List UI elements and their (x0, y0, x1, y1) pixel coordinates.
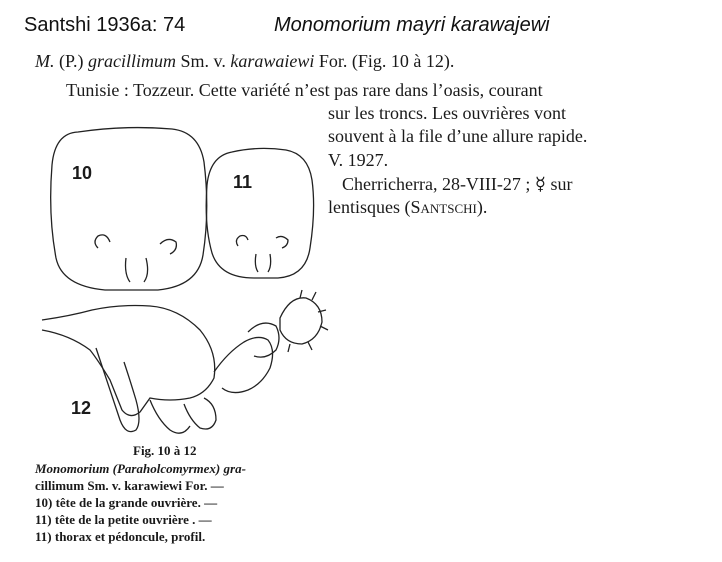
taxon-title: Monomorium mayri karawajewi (274, 14, 550, 36)
body-line-5: Cherricherra, 28-VIII-27 ; ☿ sur (342, 174, 573, 194)
body-line-4: V. 1927. (328, 150, 389, 170)
fig12-leg-3 (184, 398, 216, 429)
species-name: gracillimum (88, 51, 177, 71)
figure-caption-title: Fig. 10 à 12 (133, 443, 197, 458)
subgenus: (P.) (59, 51, 84, 71)
fig11-clypeus (236, 236, 288, 273)
caption-line-1-text: Monomorium (Paraholcomyrmex) gra- (35, 461, 246, 476)
fig12-thorax (42, 306, 215, 416)
collector-name: Santschi (410, 197, 477, 217)
body-line-1: Tunisie : Tozzeur. Cette variété n’est pas rare dans l’oasis, courant (66, 80, 543, 100)
fig12-postpetiole (248, 323, 279, 357)
variety-name: karawaiewi (230, 51, 315, 71)
genus-abbrev: M. (35, 51, 55, 71)
caption-line-4: 11) tête de la petite ouvrière . — (35, 512, 212, 527)
caption-line-3: 10) tête de la grande ouvrière. — (35, 495, 218, 510)
fig10-head-outline (51, 128, 207, 290)
source-citation: Santshi 1936a: 74 (24, 14, 186, 36)
fig12-gaster-node (280, 298, 322, 344)
fig-number-12: 12 (71, 398, 92, 418)
caption-line-2: cillimum Sm. v. karawiewi For. — (35, 478, 224, 493)
fig12-leg-1 (96, 348, 139, 432)
fig12-petiole (214, 337, 273, 392)
caption-line-5: 11) thorax et pédoncule, profil. (35, 529, 206, 544)
fig-number-11: 11 (233, 172, 253, 192)
fig-number-10: 10 (72, 163, 93, 183)
body-line-3: souvent à la file d’une allure rapide. (328, 126, 588, 146)
body-line-6a: lentisques ( (328, 197, 411, 217)
caption-line-1 (35, 461, 246, 477)
author-2: For. (Fig. 10 à 12). (318, 51, 455, 71)
fig10-clypeus (95, 235, 176, 282)
fig11-head-outline (206, 148, 313, 278)
author-1: Sm. v. (180, 51, 226, 71)
body-line-2: sur les troncs. Les ouvrières vont (328, 103, 566, 123)
body-line-6c: ). (476, 197, 488, 217)
